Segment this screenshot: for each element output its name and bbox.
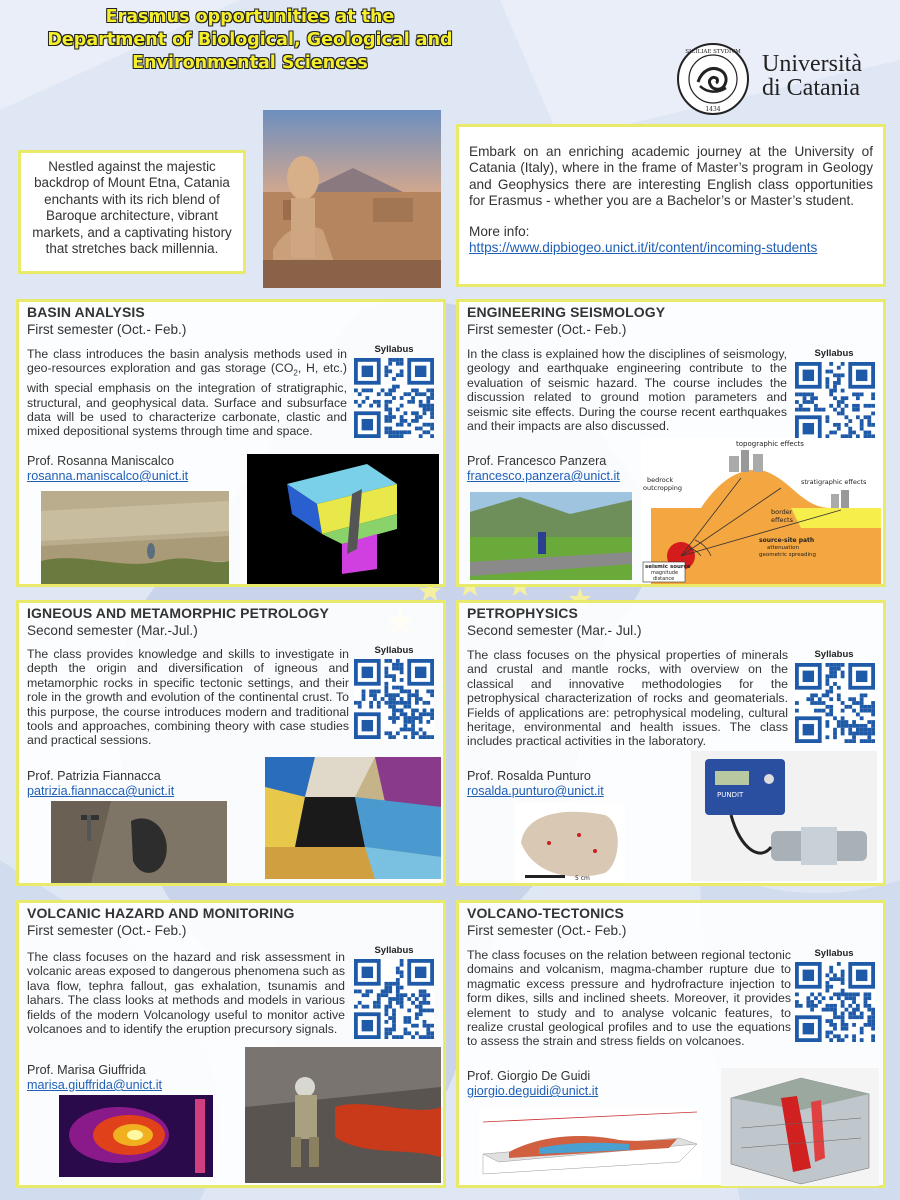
syllabus-label: Syllabus [814,948,854,959]
course-title: VOLCANIC HAZARD AND MONITORING [27,905,295,921]
site-effects-diagram [641,438,881,584]
diagram-label-attenuation: attenuation [767,545,799,551]
course-semester: Second semester (Mar.- Jul.) [467,623,642,638]
university-name [762,52,862,100]
syllabus-label: Syllabus [814,649,854,660]
university-name-line-2: di Catania [762,75,860,101]
catania-photo [263,110,441,288]
course-description: The class focuses on the relation between regional tectonic domains and volcanism, magma-chamber rupture due to magmatic excess pressure and hydrofracture injection to form dikes, sills and inclined sheets. Moreover, it provides element to study and to analyse volcanic features, to realize crustal geological profiles and to use the equations to assess the strain and stress fields on volcanoes. [467,948,791,1049]
thin-section-photo [265,757,441,879]
diagram-label-stratigraphic: stratigraphic effects [801,478,867,486]
course-email-link[interactable]: marisa.giuffrida@unict.it [27,1078,163,1092]
diagram-label-effects: effects [771,516,793,524]
more-info-label: More info: [469,223,530,239]
syllabus-label: Syllabus [374,344,414,355]
intro-box [18,150,246,274]
course-card-basin-analysis [16,299,446,587]
title-line-1: Erasmus opportunities at the [105,7,395,27]
syllabus-label: Syllabus [814,348,854,359]
course-title: BASIN ANALYSIS [27,304,145,320]
desc-part-2: , H, etc.) with special emphasis on the integration of stratigraphic, structural, and geophysical data. Surface and subsurface data will be used to characterize carbonate, clastic and mixed depositional systems through time and space. [27,361,347,439]
course-description: The class provides knowledge and skills to investigate in depth the origin and diversification of igneous and metamorphic rocks in specific tectonic settings, and their role in the growth and evolution of the continental crust. To this purpose, the course introduces modern and traditional tools and approaches, combining theory with case studies and practical sessions. [27,647,349,748]
diagram-label-magnitude: magnitude [651,570,679,576]
course-title: PETROPHYSICS [467,605,578,621]
course-card-petrophysics [456,600,886,886]
outcrop-photo [41,491,229,584]
diagram-label-source: seismic source [645,564,691,570]
field-measurement-photo [470,492,632,580]
course-title: VOLCANO-TECTONICS [467,905,624,921]
course-professor: Prof. Giorgio De Guidi [467,1069,591,1083]
course-professor: Prof. Rosanna Maniscalco [27,454,174,468]
course-description: In the class is explained how the disciplines of seismology, geology and earthquake engineering contribute to the evaluation of seismic hazard. The course includes the discussion related to ground motion parameters and seismic site effects. During the course recent earthquakes and their impacts are also discussed. [467,347,787,434]
course-email-link[interactable]: rosanna.maniscalco@unict.it [27,469,189,483]
course-card-engineering-seismology [456,299,886,587]
course-professor: Prof. Francesco Panzera [467,454,607,468]
course-semester: First semester (Oct.- Feb.) [467,923,627,938]
desc-subscript: 2 [293,368,298,378]
rock-outcrop-photo [51,801,227,883]
syllabus-qr-code[interactable] [354,358,434,438]
title-line-3: Environmental Sciences [132,53,368,73]
diagram-label-distance: distance [653,576,675,582]
course-card-volcano-tectonics [456,900,886,1188]
syllabus-qr-code[interactable] [795,962,875,1042]
rock-sample-photo [515,803,625,883]
svg-text:SICILIAE STVDIVM: SICILIAE STVDIVM [685,49,741,55]
3d-model-image [247,454,439,584]
scale-label: 5 cm [575,875,590,882]
course-card-igneous-metamorphic-petrology [16,600,446,886]
embark-box [456,124,886,287]
course-professor: Prof. Patrizia Fiannacca [27,769,161,783]
lab-instrument-photo [691,751,877,881]
university-logo [676,42,886,120]
syllabus-qr-code[interactable] [354,659,434,739]
course-email-link[interactable]: patrizia.fiannacca@unict.it [27,784,175,798]
syllabus-qr-code[interactable] [795,663,875,743]
syllabus-label: Syllabus [374,945,414,956]
syllabus-label: Syllabus [374,645,414,656]
course-title: ENGINEERING SEISMOLOGY [467,304,666,320]
lava-field-photo [245,1047,441,1183]
crustal-profile-image [479,1108,701,1180]
diagram-label-outcropping: outcropping [643,484,683,492]
course-email-link[interactable]: giorgio.deguidi@unict.it [467,1084,599,1098]
diagram-label-topographic: topographic effects [736,440,804,448]
course-professor: Prof. Rosalda Punturo [467,769,591,783]
desc-part-1: The class introduces the basin analysis methods used in geo-resources exploration and gas storage (CO [27,347,347,376]
course-semester: First semester (Oct.- Feb.) [27,923,187,938]
university-seal-icon [676,42,750,116]
course-email-link[interactable]: rosalda.punturo@unict.it [467,784,604,798]
course-semester: First semester (Oct.- Feb.) [467,322,627,337]
course-description: The class focuses on the hazard and risk assessment in volcanic areas exposed to dangerous phenomena such as lava flow, tephra fallout, gas exhalation, tsunamis and lahars. The class looks at methods and models in various fields of the modern Volcanology useful to monitor active volcanoes and to identify the eruption precursory signals. [27,950,345,1037]
course-semester: Second semester (Mar.-Jul.) [27,623,198,638]
intro-text: Nestled against the majestic backdrop of Mount Etna, Catania enchants with its rich blend of Baroque architecture, vibrant markets, and a captivating history that stretches back millennia. [32,159,232,257]
diagram-label-path: source-site path [759,537,815,544]
more-info-link[interactable]: https://www.dipbiogeo.unict.it/it/content/incoming-students [469,240,818,256]
course-email-link[interactable]: francesco.panzera@unict.it [467,469,620,483]
thermal-image [59,1095,213,1177]
course-title: IGNEOUS AND METAMORPHIC PETROLOGY [27,605,329,621]
diagram-label-bedrock: bedrock [647,476,674,484]
diagram-label-spreading: geometric spreading [759,552,816,558]
device-label: PUNDIT [717,791,744,799]
poster-title [20,6,480,75]
course-semester: First semester (Oct.- Feb.) [27,322,187,337]
course-card-volcanic-hazard [16,900,446,1188]
embark-text: Embark on an enriching academic journey at the University of Catania (Italy), where in the frame of Master’s program in Geology and Geophysics there are interesting English class opportunities for Erasmus - whether you are a Bachelor’s or Master’s student. [469,144,873,209]
syllabus-qr-code[interactable] [354,959,434,1039]
university-name-line-1: Università [762,51,862,77]
volcano-3d-model-image [721,1068,879,1186]
title-line-2: Department of Biological, Geological and [47,30,453,50]
diagram-label-border: border [771,508,793,516]
course-professor: Prof. Marisa Giuffrida [27,1063,146,1077]
course-description: The class focuses on the physical properties of minerals and crustal and mantle rocks, with overview on the classical and innovative methodologies for the petrophysical characterization of rocks and geomaterials. Fields of applications are: petrophysical modeling, cultural heritage, environmental and health issues. The class includes practical activities in the laboratory. [467,648,788,749]
syllabus-qr-code[interactable] [795,362,875,442]
svg-text:1434: 1434 [705,106,721,113]
course-description [27,347,347,439]
